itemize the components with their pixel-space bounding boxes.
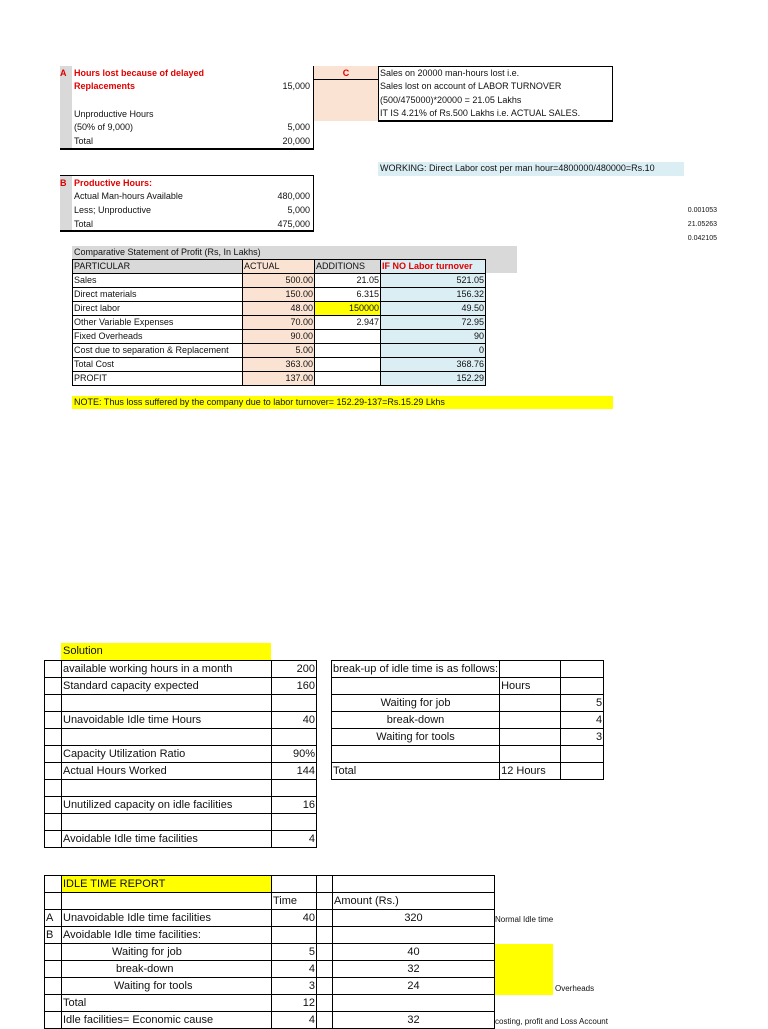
table-row [332,712,604,729]
block-c-line-3: (500/475000)*20000 = 21.05 Lakhs [380,95,522,105]
table-row [332,678,604,695]
comparative-table [72,259,486,386]
table-row [73,316,486,330]
table-row [73,288,486,302]
solution-label: Standard capacity expected [62,678,272,695]
table-row [45,961,495,978]
row-label: Sales [73,274,243,288]
header-particular: PARTICULAR [73,260,243,274]
row-actual: 150.00 [243,288,315,302]
idle-report-header-row [45,876,495,893]
breakup-num [561,661,604,678]
row-label: Cost due to separation & Replacement [73,344,243,358]
idle-amount [333,995,495,1012]
breakup-label: break-up of idle time is as follows: [332,661,500,678]
overheads-yellow-block [495,944,553,995]
solution-label: Unavoidable Idle time Hours [62,712,272,729]
idle-report-table [44,875,495,1029]
block-c-letter: C [342,68,350,78]
solution-value [272,729,317,746]
idle-time: 4 [272,961,317,978]
row-if-no: 49.50 [381,302,486,316]
solution-label: Actual Hours Worked [62,763,272,780]
table-row [45,1012,495,1029]
breakup-hours [500,695,561,712]
table-row [45,910,495,927]
block-b-title: Productive Hours: [74,178,153,188]
solution-table [44,660,317,848]
solution-value: 40 [272,712,317,729]
row-actual: 70.00 [243,316,315,330]
comparative-title: Comparative Statement of Profit (Rs, In Lakhs) [74,247,261,257]
idle-mark [45,961,62,978]
row-if-no: 152.29 [381,372,486,386]
table-row [73,372,486,386]
breakup-num [561,763,604,780]
table-row [45,814,317,831]
col-amount: Amount (Rs.) [333,893,495,910]
idle-label: Idle facilities= Economic cause [62,1012,272,1029]
table-row [332,746,604,763]
block-b-row-value: 5,000 [287,205,310,215]
block-a-total-label: Total [74,136,94,146]
idle-label: Unavoidable Idle time facilities [62,910,272,927]
header-if-no-turnover: IF NO Labor turnover [381,260,486,274]
idle-amount: 32 [333,1012,495,1029]
block-b-row-value: 480,000 [277,191,310,201]
block-a-unproductive-sub: (50% of 9,000) [74,122,134,132]
breakup-hours [500,661,561,678]
breakup-table [331,660,604,780]
breakup-hours: 12 Hours [500,763,561,780]
block-c-line-1: Sales on 20000 man-hours lost i.e. [380,68,520,78]
table-row [45,678,317,695]
idle-time: 12 [272,995,317,1012]
table-row [45,661,317,678]
working-note: WORKING: Direct Labor cost per man hour=4800000/480000=Rs.10 [378,162,684,176]
solution-label [62,695,272,712]
table-row [45,944,495,961]
table-row [73,330,486,344]
solution-label: Unutilized capacity on idle facilities [62,797,272,814]
header-additions: ADDITIONS [315,260,381,274]
side-number-3: 0.042105 [687,235,717,242]
idle-time: 3 [272,978,317,995]
solution-label: Avoidable Idle time facilities [62,831,272,848]
row-actual: 500.00 [243,274,315,288]
block-b-row-label: Less; Unproductive [74,205,152,215]
table-row [73,302,486,316]
row-additions [315,344,381,358]
table-row [73,274,486,288]
row-label: Direct materials [73,288,243,302]
row-label: Direct labor [73,302,243,316]
breakup-label [332,746,500,763]
breakup-hours [500,712,561,729]
solution-label: Capacity Utilization Ratio [62,746,272,763]
table-row [45,763,317,780]
breakup-hours: Hours [500,678,561,695]
table-row [45,746,317,763]
breakup-label: break-down [332,712,500,729]
solution-value [272,814,317,831]
idle-amount: 32 [333,961,495,978]
block-b-letter: B [60,178,67,188]
breakup-hours [500,746,561,763]
row-if-no: 156.32 [381,288,486,302]
breakup-num: 4 [561,712,604,729]
table-row [45,797,317,814]
block-b-row-label: Actual Man-hours Available [74,191,183,201]
table-row [45,695,317,712]
idle-time: 40 [272,910,317,927]
row-if-no: 368.76 [381,358,486,372]
idle-mark [45,1012,62,1029]
table-row [73,358,486,372]
row-label: Other Variable Expenses [73,316,243,330]
solution-value: 144 [272,763,317,780]
table-row [45,831,317,848]
table-row [45,712,317,729]
loss-note: NOTE: Thus loss suffered by the company due to labor turnover= 152.29-137=Rs.15.29 Lkhs [72,396,613,409]
breakup-label [332,678,500,695]
side-note-costing: costing, profit and Loss Account [495,1017,608,1026]
solution-value: 16 [272,797,317,814]
solution-label [62,729,272,746]
solution-value: 200 [272,661,317,678]
side-number-1: 0.001053 [687,207,717,214]
table-row [332,661,604,678]
block-a-unproductive-label: Unproductive Hours [74,109,154,119]
table-row [45,978,495,995]
block-b-right-border [313,175,314,232]
block-a-title-value: 15,000 [282,81,310,91]
row-label: Total Cost [73,358,243,372]
solution-value: 160 [272,678,317,695]
block-b-row-label: Total [74,219,94,229]
breakup-num: 5 [561,695,604,712]
breakup-num [561,678,604,695]
idle-mark [45,944,62,961]
breakup-label: Waiting for tools [332,729,500,746]
breakup-hours [500,729,561,746]
row-actual: 90.00 [243,330,315,344]
table-row [45,729,317,746]
table-row [332,729,604,746]
row-if-no: 521.05 [381,274,486,288]
row-actual: 5.00 [243,344,315,358]
block-a-bottom-border [60,148,314,150]
idle-amount [333,927,495,944]
row-label: PROFIT [73,372,243,386]
row-actual: 48.00 [243,302,315,316]
row-additions [315,358,381,372]
breakup-num: 3 [561,729,604,746]
solution-label [62,814,272,831]
block-b-bottom-border [60,230,314,232]
block-c-letter-underline [314,79,378,80]
solution-value [272,780,317,797]
block-a-total-value: 20,000 [282,136,310,146]
block-c-line-4: IT IS 4.21% of Rs.500 Lakhs i.e. ACTUAL SALES. [380,108,581,118]
idle-time: 4 [272,1012,317,1029]
block-a-unproductive-value: 5,000 [287,122,310,132]
idle-time [272,927,317,944]
comparative-header-row [73,260,486,274]
idle-amount: 320 [333,910,495,927]
side-note-normal-idle: Normal Idle time [495,915,554,924]
table-row [332,695,604,712]
row-additions [315,372,381,386]
idle-label: break-down [62,961,272,978]
table-row [45,780,317,797]
solution-value: 90% [272,746,317,763]
breakup-label: Waiting for job [332,695,500,712]
idle-mark: B [45,927,62,944]
table-row [45,995,495,1012]
row-label: Fixed Overheads [73,330,243,344]
idle-label: Avoidable Idle time facilities: [62,927,272,944]
solution-value [272,695,317,712]
idle-report-title: IDLE TIME REPORT [62,876,272,893]
solution-title: Solution [61,643,271,660]
block-a-letter: A [60,68,67,78]
idle-mark [45,995,62,1012]
idle-report-col-header [45,893,495,910]
idle-mark: A [45,910,62,927]
idle-time: 5 [272,944,317,961]
row-additions: 6.315 [315,288,381,302]
table-row [332,763,604,780]
block-c-line-2: Sales lost on account of LABOR TURNOVER [380,81,562,91]
breakup-label: Total [332,763,500,780]
table-row [73,344,486,358]
row-additions [315,330,381,344]
row-additions-highlight: 150000 [315,302,381,316]
idle-label: Waiting for tools [62,978,272,995]
breakup-num [561,746,604,763]
row-actual: 363.00 [243,358,315,372]
row-if-no: 90 [381,330,486,344]
block-a-title: Hours lost because of delayed [74,68,205,78]
col-time: Time [272,893,317,910]
block-b-top-border [60,175,314,176]
solution-value: 4 [272,831,317,848]
idle-amount: 40 [333,944,495,961]
row-actual: 137.00 [243,372,315,386]
solution-label [62,780,272,797]
idle-label: Waiting for job [62,944,272,961]
solution-label: available working hours in a month [62,661,272,678]
side-note-overheads: Overheads [555,984,595,993]
block-a-title-2: Replacements [74,81,136,91]
table-row [45,927,495,944]
idle-label: Total [62,995,272,1012]
row-if-no: 72.95 [381,316,486,330]
idle-amount: 24 [333,978,495,995]
row-additions: 2.947 [315,316,381,330]
idle-mark [45,978,62,995]
header-actual: ACTUAL [243,260,315,274]
row-if-no: 0 [381,344,486,358]
side-number-2: 21.05263 [687,221,717,228]
row-additions: 21.05 [315,274,381,288]
block-b-row-value: 475,000 [277,219,310,229]
